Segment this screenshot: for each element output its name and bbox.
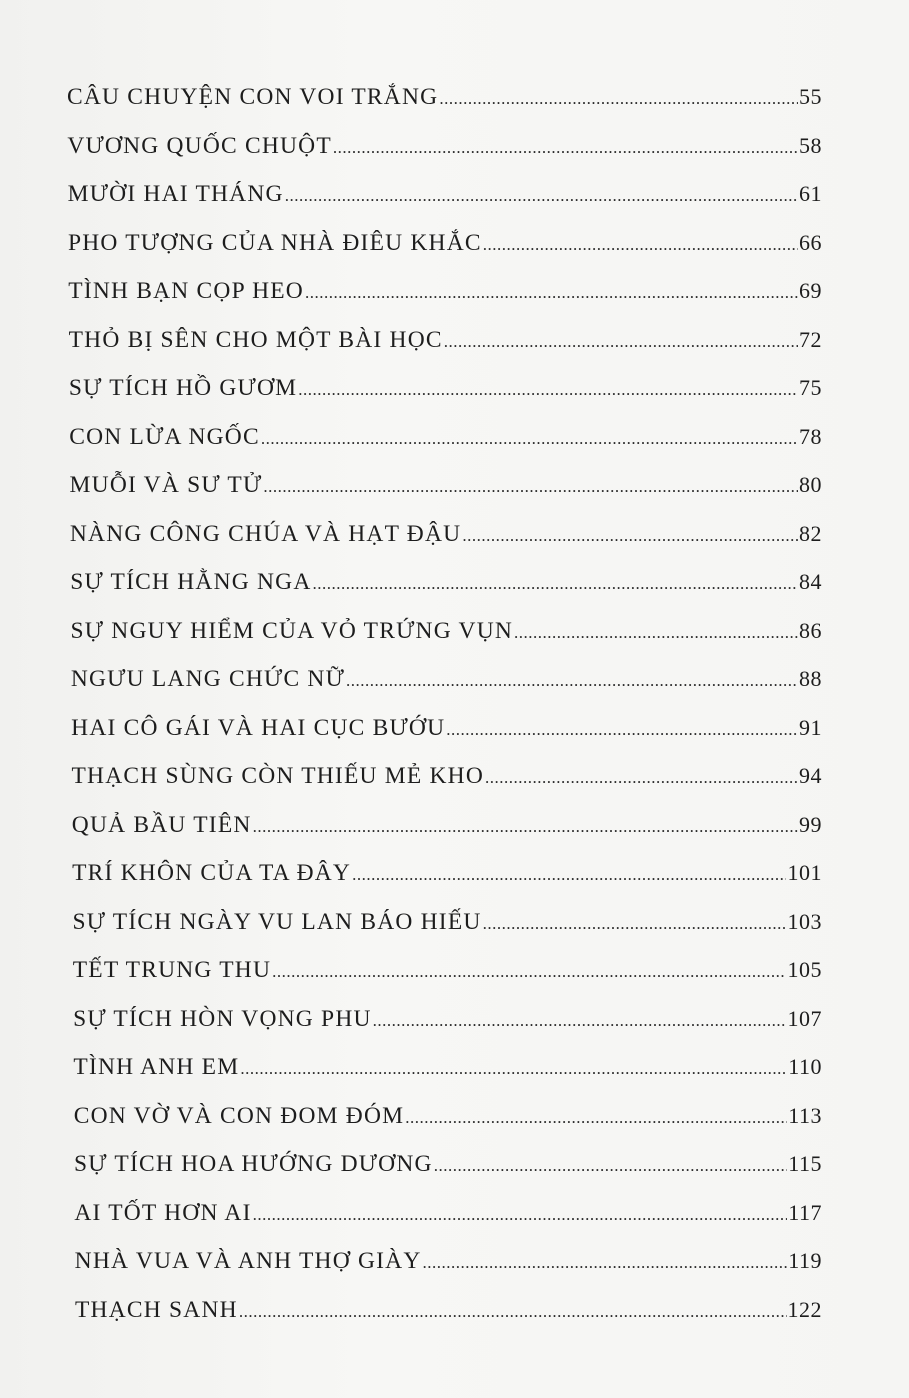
toc-entry-page-number: 55	[799, 84, 822, 109]
toc-entry	[73, 1002, 822, 1036]
toc-entry	[71, 614, 822, 648]
toc-entry-title: PHO TƯỢNG CỦA NHÀ ĐIÊU KHẮC	[67, 229, 482, 256]
toc-entry-page-number: 75	[798, 375, 822, 400]
toc-entry-title: SỰ TÍCH HÒN VỌNG PHU	[73, 1005, 372, 1032]
toc-entry-title: SỰ TÍCH NGÀY VU LAN BÁO HIẾU	[72, 908, 482, 935]
toc-leader-dots	[352, 858, 786, 892]
toc-entry-title: MUỖI VÀ SƯ TỬ	[69, 472, 263, 498]
toc-entry-page-number: 66	[798, 229, 822, 255]
toc-entry	[70, 517, 822, 551]
toc-entry	[71, 759, 822, 793]
toc-entry-page-number: 119	[788, 1248, 822, 1273]
toc-entry	[71, 662, 822, 696]
toc-entry-page-number: 72	[798, 326, 822, 352]
toc-entry-title: TẾT TRUNG THU	[72, 957, 272, 983]
toc-entry	[69, 323, 822, 357]
toc-entry	[75, 1293, 822, 1327]
toc-entry-page-number: 94	[798, 763, 822, 788]
toc-leader-dots	[514, 616, 798, 650]
toc-entry	[69, 371, 822, 405]
toc-entry-title: THẠCH SANH	[75, 1296, 238, 1323]
toc-leader-dots	[333, 131, 798, 165]
toc-leader-dots	[462, 519, 798, 553]
toc-leader-dots	[240, 1052, 787, 1086]
toc-entry	[75, 1244, 822, 1278]
toc-entry-page-number: 107	[787, 1005, 822, 1031]
toc-leader-dots	[446, 713, 798, 747]
toc-leader-dots	[298, 373, 798, 407]
toc-leader-dots	[253, 1198, 788, 1232]
toc-entry	[73, 953, 822, 987]
toc-entry-page-number: 58	[798, 132, 822, 158]
toc-entry-title: CON VỜ VÀ CON ĐOM ĐÓM	[73, 1102, 405, 1129]
toc-entry-title: SỰ TÍCH HỒ GƯƠM	[68, 375, 298, 401]
toc-entry-title: QUẢ BẦU TIÊN	[71, 811, 252, 838]
toc-entry-title: THỎ BỊ SÊN CHO MỘT BÀI HỌC	[68, 326, 443, 353]
toc-entry	[68, 177, 822, 211]
toc-entry-title: CÂU CHUYỆN CON VOI TRẮNG	[67, 84, 439, 110]
toc-entry-title: SỰ NGUY HIỂM CỦA VỎ TRỨNG VỤN	[70, 617, 514, 644]
toc-entry-page-number: 103	[787, 908, 822, 934]
toc-entry	[74, 1099, 822, 1133]
toc-entry	[69, 420, 822, 454]
toc-leader-dots	[434, 1149, 788, 1183]
toc-entry	[74, 1196, 822, 1230]
toc-entry-page-number: 101	[787, 860, 822, 885]
toc-entry-title: THẠCH SÙNG CÒN THIẾU MẺ KHO	[71, 763, 484, 789]
toc-entry	[68, 274, 822, 308]
toc-leader-dots	[272, 955, 786, 989]
toc-entry-title: TÌNH ANH EM	[73, 1054, 240, 1080]
toc-entry	[67, 80, 822, 114]
toc-entry-title: NHÀ VUA VÀ ANH THỢ GIÀY	[74, 1248, 422, 1274]
toc-leader-dots	[261, 422, 798, 456]
toc-leader-dots	[285, 179, 798, 213]
toc-entry-page-number: 110	[788, 1054, 822, 1079]
toc-entry	[72, 905, 822, 939]
toc-entry-page-number: 84	[798, 569, 822, 594]
toc-leader-dots	[263, 470, 798, 504]
toc-entry-page-number: 99	[798, 811, 822, 837]
toc-entry-page-number: 117	[788, 1199, 822, 1225]
toc-entry-page-number: 91	[798, 714, 822, 740]
toc-leader-dots	[423, 1246, 788, 1280]
toc-entry	[74, 1147, 822, 1181]
toc-entry	[72, 808, 822, 842]
toc-leader-dots	[373, 1004, 787, 1038]
toc-leader-dots	[239, 1295, 787, 1329]
toc-entry-page-number: 113	[788, 1102, 822, 1128]
toc-leader-dots	[313, 567, 798, 601]
toc-leader-dots	[346, 664, 798, 698]
toc-entry	[73, 1050, 822, 1084]
toc-leader-dots	[485, 761, 798, 795]
toc-entry	[72, 856, 822, 890]
toc-entry-title: SỰ TÍCH HOA HƯỚNG DƯƠNG	[74, 1151, 433, 1177]
toc-entry-title: AI TỐT HƠN AI	[74, 1199, 252, 1226]
toc-entry-page-number: 88	[798, 666, 822, 691]
toc-entry-page-number: 86	[798, 617, 822, 643]
toc-entry-page-number: 82	[798, 520, 822, 546]
toc-entry-title: SỰ TÍCH HẰNG NGA	[70, 569, 312, 595]
toc-entry-title: VƯƠNG QUỐC CHUỘT	[67, 132, 332, 159]
toc-entry-page-number: 78	[798, 423, 822, 449]
toc-leader-dots	[439, 82, 798, 116]
toc-entry-page-number: 122	[787, 1296, 822, 1322]
toc-entry-page-number: 61	[798, 181, 822, 206]
toc-entry-title: CON LỪA NGỐC	[69, 423, 260, 450]
toc-entry-title: NGƯU LANG CHỨC NỮ	[70, 666, 346, 692]
toc-entry-title: MƯỜI HAI THÁNG	[67, 181, 284, 207]
toc-leader-dots	[253, 810, 798, 844]
toc-entry	[70, 468, 822, 502]
toc-leader-dots	[483, 907, 787, 941]
toc-entry	[68, 226, 822, 260]
toc-entry	[67, 129, 822, 163]
toc-entry-page-number: 115	[788, 1151, 822, 1176]
toc-entry	[70, 565, 822, 599]
toc-leader-dots	[405, 1101, 787, 1135]
toc-entry	[71, 711, 822, 745]
toc-leader-dots	[444, 325, 798, 359]
toc-entry-title: TRÍ KHÔN CỦA TA ĐÂY	[72, 860, 352, 886]
toc-leader-dots	[483, 228, 798, 262]
toc-leader-dots	[305, 276, 798, 310]
toc-entry-page-number: 69	[798, 278, 822, 303]
toc-entry-title: TÌNH BẠN CỌP HEO	[68, 278, 304, 304]
toc-entry-page-number: 80	[798, 472, 822, 497]
toc-entry-title: HAI CÔ GÁI VÀ HAI CỤC BƯỚU	[71, 714, 446, 741]
toc-entry-page-number: 105	[787, 957, 822, 982]
toc-entry-title: NÀNG CÔNG CHÚA VÀ HẠT ĐẬU	[69, 520, 462, 547]
